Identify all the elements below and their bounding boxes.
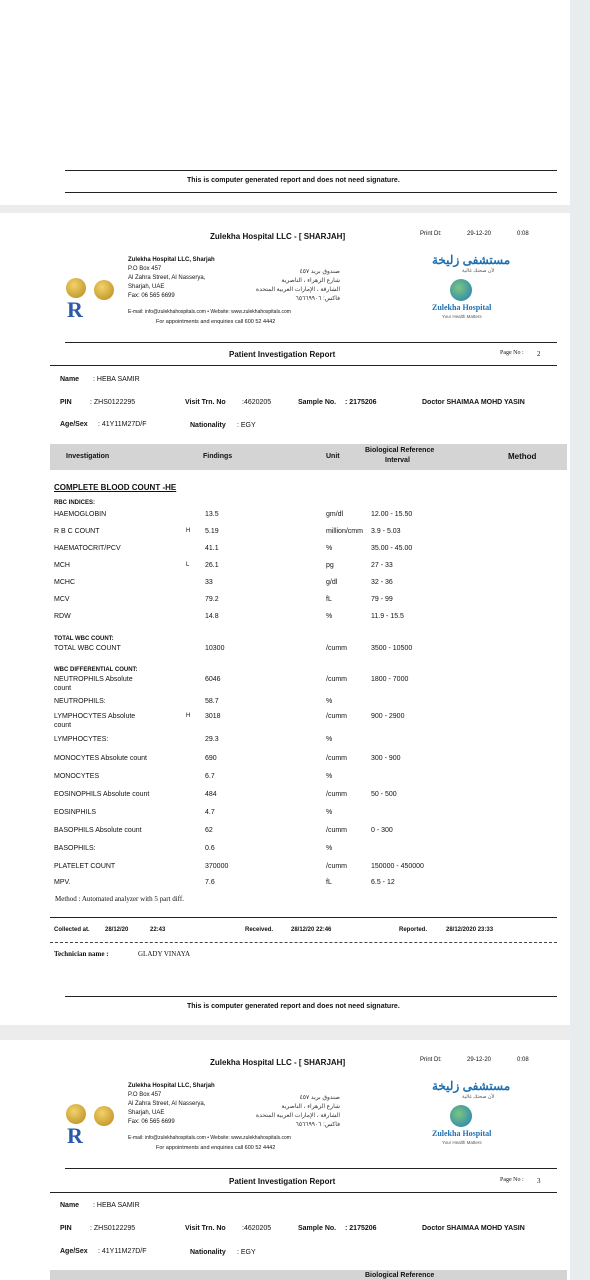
contact-line: E-mail: info@zulekhahospitals.com • Website: www.zulekhahospitals.com [128,309,291,315]
sample-label: Sample No. [298,399,337,406]
print-date: 29-12-20 [467,231,492,237]
report-page-3 [0,1040,570,1280]
award-medal-icon [94,280,114,300]
sample-value: : 2175206 [345,1225,377,1232]
result-value: 62 [205,827,213,834]
age-value: : 41Y11M27D/F [98,421,147,428]
result-value: 26.1 [205,562,219,569]
reference-range: 6.5 - 12 [371,879,395,886]
test-name: MPV. [54,879,71,886]
divider [65,1168,557,1169]
divider [65,996,557,997]
brand-arabic: مستشفى زليخة [432,1079,511,1093]
result-unit: fL [326,879,332,886]
address-line-ar: شارع الزهراء ، الناصرية [281,278,340,284]
col-reference: Biological Reference [365,447,435,454]
pin-label: PIN [60,1225,72,1232]
test-name: MCV [54,596,70,603]
address-line: Zulekha Hospital LLC, Sharjah [128,257,215,263]
address-line-ar: فاكس: ٦٥٦٦٩٩٠٦ [295,296,340,302]
col-findings: Findings [203,453,233,460]
page-number: 3 [537,1177,541,1185]
reference-range: 27 - 33 [371,562,393,569]
reference-range: 32 - 36 [371,579,393,586]
test-name: RDW [54,613,71,620]
zulekha-logo-icon [450,279,472,301]
test-name: NEUTROPHILS: [54,698,106,705]
sample-label: Sample No. [298,1225,337,1232]
test-name: R B C COUNT [54,528,100,535]
test-name: NEUTROPHILS Absolute [54,676,133,683]
print-date-label: Print Dt: [420,231,442,237]
print-time: 0:08 [517,1057,529,1063]
result-unit: % [326,809,333,816]
result-unit: % [326,736,333,743]
name-label: Name [60,376,80,383]
divider [50,917,557,918]
test-name: MCHC [54,579,75,586]
received-label: Received. [245,927,274,933]
zulekha-logo-icon [450,1105,472,1127]
address-line-ar: فاكس: ٦٥٦٦٩٩٠٦ [295,1122,340,1128]
pin-label: PIN [60,399,72,406]
technician-label: Technician name : [54,950,109,958]
reference-range: 0 - 300 [371,827,393,834]
subsection-label: WBC DIFFERENTIAL COUNT: [54,667,138,673]
page-number: 2 [537,350,541,358]
result-value: 79.2 [205,596,219,603]
reference-range: 900 - 2900 [371,713,405,720]
reference-range: 50 - 500 [371,791,397,798]
collected-label: Collected at. [54,927,90,933]
result-value: 0.6 [205,845,215,852]
test-name: PLATELET COUNT [54,863,116,870]
brand-arabic: مستشفى زليخة [432,253,511,267]
table-header [50,1270,567,1280]
viewer-scrollbar-track[interactable] [570,0,590,1280]
result-value: 5.19 [205,528,219,535]
test-name: TOTAL WBC COUNT [54,645,121,652]
brand-name: Zulekha Hospital [432,1129,492,1138]
reference-range: 300 - 900 [371,755,401,762]
reference-range: 150000 - 450000 [371,863,424,870]
abnormal-flag: H [186,528,191,534]
address-line: Zulekha Hospital LLC, Sharjah [128,1083,215,1089]
nationality-label: Nationality [190,422,226,429]
reported-value: 28/12/2020 23:33 [446,927,494,933]
result-unit: % [326,545,333,552]
test-name: EOSINOPHILS Absolute count [54,791,150,798]
result-unit: /cumm [326,645,347,652]
age-value: : 41Y11M27D/F [98,1248,147,1255]
divider [65,170,557,171]
reference-range: 1800 - 7000 [371,676,409,683]
result-unit: /cumm [326,791,347,798]
address-line-ar: صندوق بريد ٤٥٧ [299,1095,340,1101]
result-unit: % [326,845,333,852]
result-value: 10300 [205,645,225,652]
visit-value: :4620205 [242,1225,272,1232]
subsection-label: TOTAL WBC COUNT: [54,636,114,642]
accreditation-logo: R [67,297,83,322]
brand-name: Zulekha Hospital [432,303,492,312]
test-name: BASOPHILS: [54,845,96,852]
method-note: Method : Automated analyzer with 5 part diff. [55,895,184,903]
result-value: 58.7 [205,698,219,705]
result-unit: % [326,698,333,705]
test-name-cont: count [54,685,72,692]
address-line-ar: الشارقة ، الإمارات العربية المتحدة [256,287,340,293]
result-value: 33 [205,579,213,586]
report-title: Patient Investigation Report [229,1177,336,1186]
reference-range: 11.9 - 15.5 [371,613,404,620]
visit-label: Visit Trn. No [185,399,226,406]
appointment-line: For appointments and enquiries call 600 52 4442 [156,1145,276,1151]
result-unit: % [326,613,333,620]
test-name-cont: count [54,722,72,729]
result-unit: /cumm [326,713,347,720]
test-name: HAEMOGLOBIN [54,511,107,518]
test-name: MONOCYTES Absolute count [54,755,147,762]
divider [65,192,557,193]
doctor-name: Doctor SHAIMAA MOHD YASIN [422,1225,525,1232]
hospital-title: Zulekha Hospital LLC - [ SHARJAH] [210,232,346,241]
reference-range: 12.00 - 15.50 [371,511,413,518]
visit-value: :4620205 [242,399,272,406]
address-line: P.O Box 457 [128,266,162,272]
pin-value: : ZHS0122295 [90,1225,136,1232]
received-value: 28/12/20 22:46 [291,927,332,933]
notice-text: This is computer generated report and does not need signature. [187,1003,400,1010]
result-value: 41.1 [205,545,219,552]
reference-range: 79 - 99 [371,596,393,603]
divider [50,365,557,366]
contact-line: E-mail: info@zulekhahospitals.com • Website: www.zulekhahospitals.com [128,1135,291,1141]
print-date-label: Print Dt: [420,1057,442,1063]
reported-label: Reported. [399,927,428,933]
award-medal-icon [66,278,86,298]
result-value: 13.5 [205,511,219,518]
test-name: MCH [54,562,70,569]
address-line: Al Zahra Street, Al Nasserya, [128,275,206,281]
address-line: Al Zahra Street, Al Nasserya, [128,1101,206,1107]
table-header [50,444,567,470]
divider [65,342,557,343]
brand-tagline: Your Health Matters [442,314,482,319]
nationality-value: : EGY [237,1249,256,1256]
print-time: 0:08 [517,231,529,237]
address-line: Fax: 06 565 6699 [128,293,175,299]
test-name: LYMPHOCYTES Absolute [54,713,136,720]
section-title: COMPLETE BLOOD COUNT -HE [54,483,177,492]
address-line: Fax: 06 565 6699 [128,1119,175,1125]
result-value: 3018 [205,713,221,720]
result-unit: /cumm [326,863,347,870]
brand-tagline-ar: لأن صحتك غالية [462,1094,495,1100]
abnormal-flag: L [186,562,190,568]
collected-time: 22:43 [150,927,166,933]
address-line-ar: الشارقة ، الإمارات العربية المتحدة [256,1113,340,1119]
result-unit: gm/dl [326,511,344,518]
address-line: Sharjah, UAE [128,1110,165,1116]
result-value: 29.3 [205,736,219,743]
result-value: 370000 [205,863,229,870]
visit-label: Visit Trn. No [185,1225,226,1232]
test-name: EOSINPHILS [54,809,97,816]
reference-range: 3500 - 10500 [371,645,413,652]
report-title: Patient Investigation Report [229,350,336,359]
accreditation-logo: R [67,1123,83,1148]
address-line-ar: صندوق بريد ٤٥٧ [299,269,340,275]
result-unit: million/cmm [326,528,363,535]
name-value: : HEBA SAMIR [93,1202,140,1209]
col-reference-sub: Interval [385,457,410,464]
result-value: 484 [205,791,217,798]
dashed-divider [50,942,557,943]
result-unit: fL [326,596,332,603]
age-label: Age/Sex [60,421,88,428]
result-value: 14.8 [205,613,219,620]
result-unit: /cumm [326,755,347,762]
divider [50,1192,557,1193]
result-value: 6.7 [205,773,215,780]
result-value: 690 [205,755,217,762]
result-value: 4.7 [205,809,215,816]
hospital-title: Zulekha Hospital LLC - [ SHARJAH] [210,1058,346,1067]
notice-text: This is computer generated report and does not need signature. [187,177,400,184]
pin-value: : ZHS0122295 [90,399,136,406]
brand-tagline: Your Health Matters [442,1140,482,1145]
result-value: 6046 [205,676,221,683]
result-unit: /cumm [326,676,347,683]
abnormal-flag: H [186,713,191,719]
reference-range: 35.00 - 45.00 [371,545,413,552]
test-name: LYMPHOCYTES: [54,736,109,743]
name-label: Name [60,1202,80,1209]
brand-tagline-ar: لأن صحتك غالية [462,268,495,274]
test-name: MONOCYTES [54,773,100,780]
page-number-label: Page No : [500,350,524,356]
name-value: : HEBA SAMIR [93,376,140,383]
report-page-2 [0,213,570,1025]
print-date: 29-12-20 [467,1057,492,1063]
result-unit: /cumm [326,827,347,834]
result-unit: % [326,773,333,780]
sample-value: : 2175206 [345,399,377,406]
col-reference: Biological Reference [365,1272,435,1279]
page-1-fragment [0,0,570,205]
col-unit: Unit [326,453,340,460]
reference-range: 3.9 - 5.03 [371,528,401,535]
technician-name: GLADY VINAYA [138,950,191,958]
page-number-label: Page No : [500,1177,524,1183]
appointment-line: For appointments and enquiries call 600 52 4442 [156,319,276,325]
award-medal-icon [94,1106,114,1126]
nationality-value: : EGY [237,422,256,429]
age-label: Age/Sex [60,1248,88,1255]
result-unit: pg [326,562,334,569]
test-name: BASOPHILS Absolute count [54,827,142,834]
col-investigation: Investigation [66,453,110,460]
address-line: Sharjah, UAE [128,284,165,290]
nationality-label: Nationality [190,1249,226,1256]
result-unit: g/dl [326,579,338,586]
address-line-ar: شارع الزهراء ، الناصرية [281,1104,340,1110]
test-name: HAEMATOCRIT/PCV [54,545,121,552]
col-method: Method [508,452,537,461]
address-line: P.O Box 457 [128,1092,162,1098]
doctor-name: Doctor SHAIMAA MOHD YASIN [422,399,525,406]
award-medal-icon [66,1104,86,1124]
result-value: 7.6 [205,879,215,886]
subsection-label: RBC INDICES: [54,500,96,506]
collected-date: 28/12/20 [105,927,129,933]
